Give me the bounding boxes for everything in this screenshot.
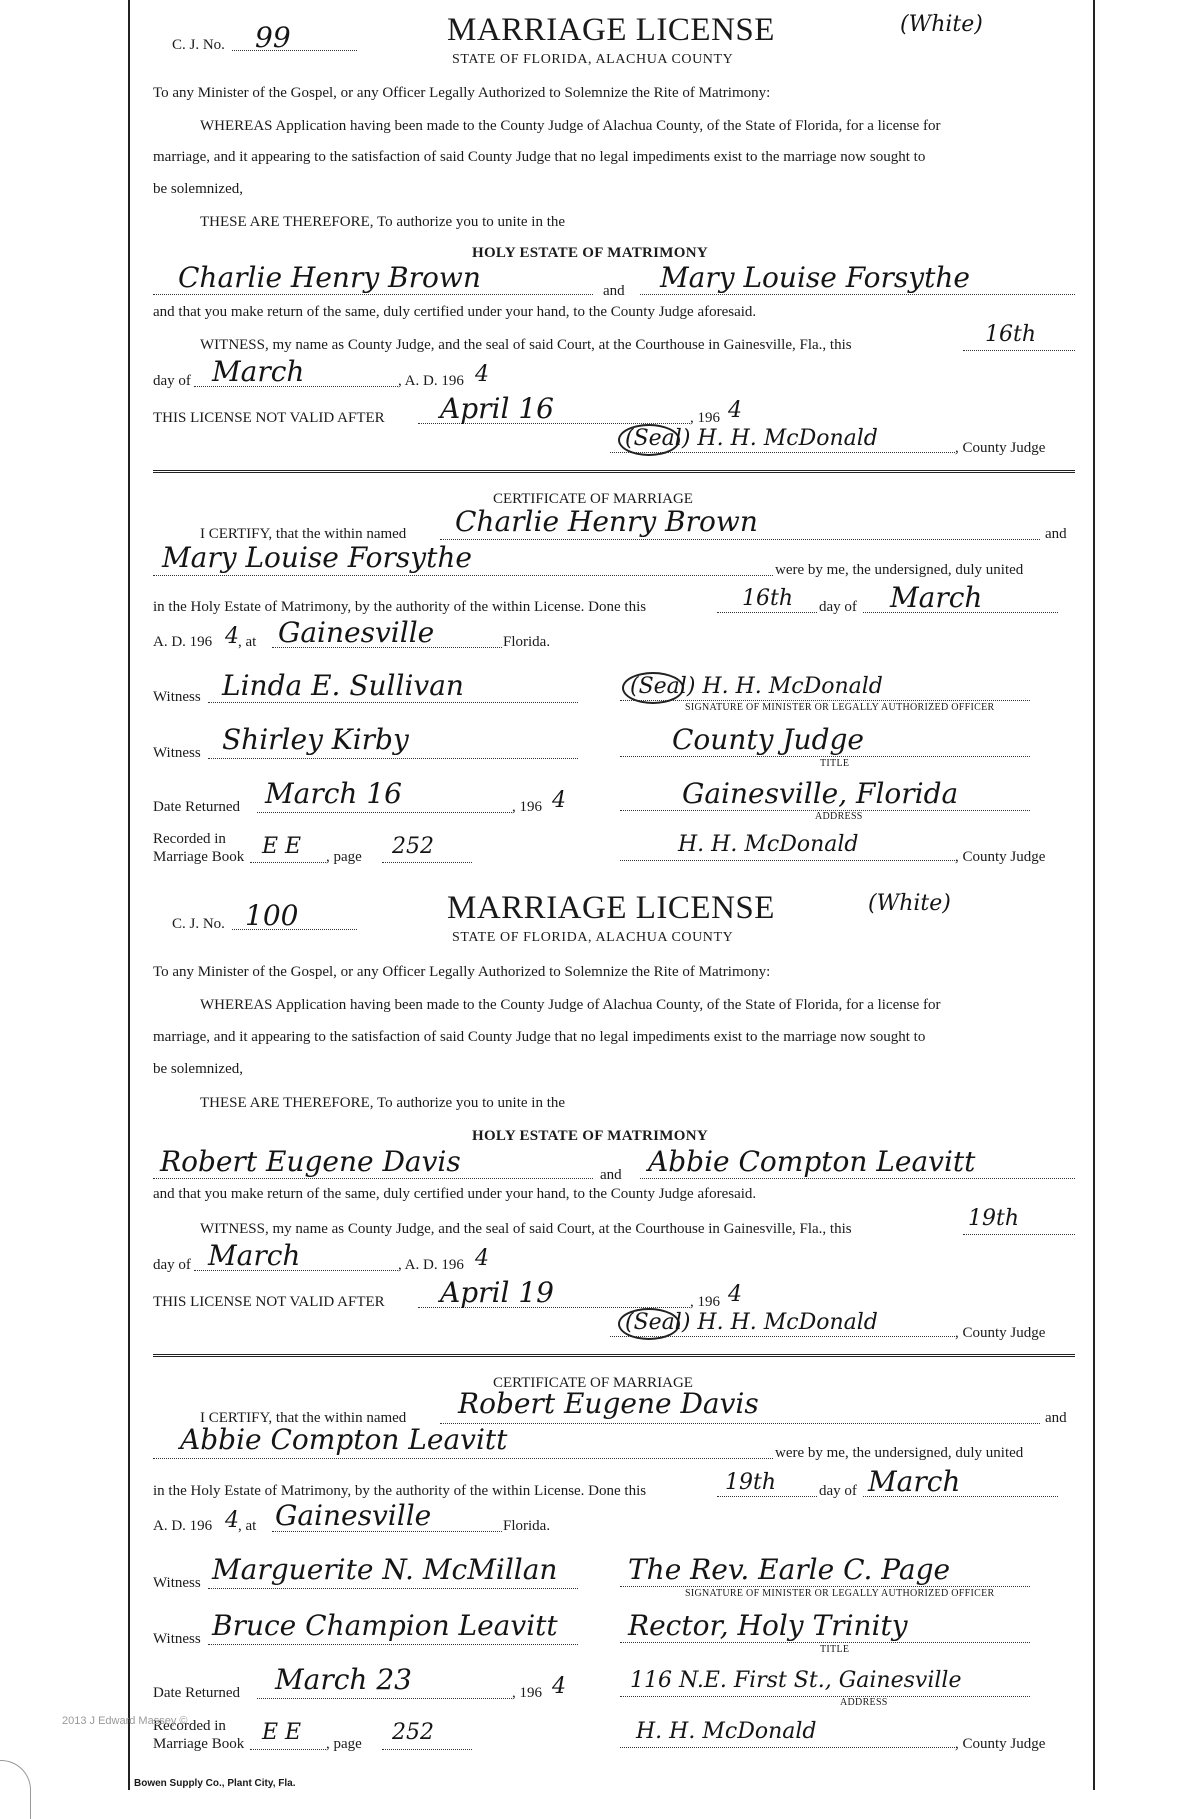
cj-number: 99 bbox=[255, 21, 291, 54]
address-caption: ADDRESS bbox=[840, 1697, 888, 1708]
witness-2-label: Witness bbox=[153, 1631, 201, 1647]
holy-estate: HOLY ESTATE OF MATRIMONY bbox=[472, 245, 708, 261]
title-caption: TITLE bbox=[820, 758, 850, 769]
cert-day: 16th bbox=[742, 586, 794, 611]
book-value: E E bbox=[262, 834, 302, 859]
therefore-line: THESE ARE THEREFORE, To authorize you to unite in the bbox=[200, 214, 566, 230]
certify-label: I CERTIFY, that the within named bbox=[200, 526, 407, 542]
county-judge-label: , County Judge bbox=[955, 440, 1046, 456]
whereas-line-3: be solemnized, bbox=[153, 181, 243, 197]
return-line: and that you make return of the same, duly certified under your hand, to the County Judge aforesaid. bbox=[153, 1186, 757, 1202]
whereas-line-3: be solemnized, bbox=[153, 1061, 243, 1077]
cj-label: C. J. No. bbox=[172, 916, 225, 932]
witness-1-sig: Marguerite N. McMillan bbox=[212, 1553, 558, 1586]
recorder-county-judge: , County Judge bbox=[955, 849, 1046, 865]
race-note: (White) bbox=[868, 891, 951, 916]
witness-2-sig: Shirley Kirby bbox=[222, 723, 409, 756]
returned-year-digit: 4 bbox=[552, 788, 566, 813]
returned-year-digit: 4 bbox=[552, 1674, 566, 1699]
recorder-signature: H. H. McDonald bbox=[678, 832, 859, 857]
cj-number: 100 bbox=[245, 899, 299, 932]
county-judge-label: , County Judge bbox=[955, 1325, 1046, 1341]
race-note: (White) bbox=[900, 12, 983, 37]
cert-bride: Mary Louise Forsythe bbox=[162, 541, 472, 574]
recorder-county-judge: , County Judge bbox=[955, 1736, 1046, 1752]
whereas-line-1: WHEREAS Application having been made to the County Judge of Alachua County, of the State of Florida, for a license for bbox=[200, 997, 941, 1013]
expiry-date: April 19 bbox=[440, 1276, 554, 1309]
expiry-year-label: , 196 bbox=[690, 410, 720, 426]
cert-ad: A. D. 196 bbox=[153, 1518, 213, 1534]
cert-and: and bbox=[1045, 526, 1067, 542]
and-label: and bbox=[603, 283, 625, 299]
witness-line: WITNESS, my name as County Judge, and the seal of said Court, at the Courthouse in Gainesville, Fla., this bbox=[200, 337, 852, 353]
left-border bbox=[128, 0, 130, 1790]
cj-label: C. J. No. bbox=[172, 37, 225, 53]
cert-florida: Florida. bbox=[503, 1518, 551, 1534]
license-day: 16th bbox=[985, 322, 1037, 347]
copyright-watermark: 2013 J Edward Massey © bbox=[62, 1715, 188, 1727]
and-label: and bbox=[600, 1167, 622, 1183]
cert-at: , at bbox=[238, 1518, 257, 1534]
expiry-year-digit: 4 bbox=[728, 398, 742, 423]
license-title: MARRIAGE LICENSE bbox=[447, 12, 775, 48]
officer-address: 116 N.E. First St., Gainesville bbox=[630, 1668, 962, 1693]
whereas-line-2: marriage, and it appearing to the satisfaction of said County Judge that no legal impediments exist to the marriage now sought to bbox=[153, 149, 926, 165]
day-of-label: day of bbox=[153, 373, 191, 389]
ad-label: , A. D. 196 bbox=[398, 1257, 464, 1273]
page-label: , page bbox=[326, 1736, 362, 1752]
not-valid-label: THIS LICENSE NOT VALID AFTER bbox=[153, 1294, 385, 1310]
book-value: E E bbox=[262, 1720, 302, 1745]
license-month: March bbox=[212, 355, 305, 388]
right-border bbox=[1093, 0, 1095, 1790]
section-divider bbox=[153, 470, 1075, 473]
certify-label: I CERTIFY, that the within named bbox=[200, 1410, 407, 1426]
cert-day-of: day of bbox=[819, 1483, 857, 1499]
judge-signature: (Seal) H. H. McDonald bbox=[625, 1310, 878, 1335]
officer-signature: (Seal) H. H. McDonald bbox=[630, 674, 883, 699]
not-valid-label: THIS LICENSE NOT VALID AFTER bbox=[153, 410, 385, 426]
recorded-in-label: Recorded in bbox=[153, 1718, 226, 1734]
title-caption: TITLE bbox=[820, 1644, 850, 1655]
holy-line: in the Holy Estate of Matrimony, by the authority of the within License. Done this bbox=[153, 1483, 647, 1499]
to-line: To any Minister of the Gospel, or any Officer Legally Authorized to Solemnize the Rite of Matrimony: bbox=[153, 85, 771, 101]
returned-year-label: , 196 bbox=[512, 799, 542, 815]
officer-address: Gainesville, Florida bbox=[682, 777, 959, 810]
bride-name: Mary Louise Forsythe bbox=[660, 261, 970, 294]
cert-groom: Charlie Henry Brown bbox=[455, 505, 758, 538]
bride-name: Abbie Compton Leavitt bbox=[648, 1145, 976, 1178]
officer-signature: The Rev. Earle C. Page bbox=[628, 1553, 951, 1586]
certificate-header: CERTIFICATE OF MARRIAGE bbox=[493, 491, 693, 507]
license-year-digit: 4 bbox=[475, 1246, 489, 1271]
recorder-signature: H. H. McDonald bbox=[636, 1719, 817, 1744]
united-label: were by me, the undersigned, duly united bbox=[775, 1445, 1024, 1461]
to-line: To any Minister of the Gospel, or any Officer Legally Authorized to Solemnize the Rite of Matrimony: bbox=[153, 964, 771, 980]
section-divider bbox=[153, 1354, 1075, 1357]
officer-title: Rector, Holy Trinity bbox=[628, 1609, 908, 1642]
witness-2-label: Witness bbox=[153, 745, 201, 761]
cert-day: 19th bbox=[725, 1470, 777, 1495]
groom-name: Charlie Henry Brown bbox=[178, 261, 481, 294]
page-label: , page bbox=[326, 849, 362, 865]
holy-estate: HOLY ESTATE OF MATRIMONY bbox=[472, 1128, 708, 1144]
cert-city: Gainesville bbox=[275, 1499, 432, 1532]
united-label: were by me, the undersigned, duly united bbox=[775, 562, 1024, 578]
marriage-book-label: Marriage Book bbox=[153, 849, 245, 865]
cert-day-of: day of bbox=[819, 599, 857, 615]
whereas-line-2: marriage, and it appearing to the satisfaction of said County Judge that no legal impediments exist to the marriage now sought to bbox=[153, 1029, 926, 1045]
address-caption: ADDRESS bbox=[815, 811, 863, 822]
license-month: March bbox=[208, 1239, 301, 1272]
expiry-date: April 16 bbox=[440, 392, 554, 425]
day-of-label: day of bbox=[153, 1257, 191, 1273]
printer-imprint: Bowen Supply Co., Plant City, Fla. bbox=[134, 1778, 296, 1789]
return-line: and that you make return of the same, duly certified under your hand, to the County Judge aforesaid. bbox=[153, 304, 757, 320]
recorded-in-label: Recorded in bbox=[153, 831, 226, 847]
signature-caption: SIGNATURE OF MINISTER OR LEGALLY AUTHORIZED OFFICER bbox=[685, 1588, 995, 1599]
license-subtitle: STATE OF FLORIDA, ALACHUA COUNTY bbox=[452, 52, 734, 67]
returned-year-label: , 196 bbox=[512, 1685, 542, 1701]
cert-and: and bbox=[1045, 1410, 1067, 1426]
page-value: 252 bbox=[392, 1720, 434, 1745]
signature-caption: SIGNATURE OF MINISTER OR LEGALLY AUTHORIZED OFFICER bbox=[685, 702, 995, 713]
witness-1-label: Witness bbox=[153, 689, 201, 705]
whereas-line-1: WHEREAS Application having been made to the County Judge of Alachua County, of the State of Florida, for a license for bbox=[200, 118, 941, 134]
date-returned-label: Date Returned bbox=[153, 799, 241, 815]
marriage-book-label: Marriage Book bbox=[153, 1736, 245, 1752]
witness-line: WITNESS, my name as County Judge, and the seal of said Court, at the Courthouse in Gainesville, Fla., this bbox=[200, 1221, 852, 1237]
date-returned: March 16 bbox=[265, 777, 402, 810]
witness-1-sig: Linda E. Sullivan bbox=[222, 669, 464, 702]
witness-1-label: Witness bbox=[153, 1575, 201, 1591]
cert-month: March bbox=[868, 1465, 961, 1498]
cert-year-digit: 4 bbox=[225, 624, 239, 649]
license-subtitle: STATE OF FLORIDA, ALACHUA COUNTY bbox=[452, 930, 734, 945]
witness-2-sig: Bruce Champion Leavitt bbox=[212, 1609, 558, 1642]
cert-month: March bbox=[890, 581, 983, 614]
cert-bride: Abbie Compton Leavitt bbox=[180, 1423, 508, 1456]
cert-city: Gainesville bbox=[278, 616, 435, 649]
date-returned-label: Date Returned bbox=[153, 1685, 241, 1701]
cert-at: , at bbox=[238, 634, 257, 650]
license-day: 19th bbox=[968, 1206, 1020, 1231]
expiry-year-label: , 196 bbox=[690, 1294, 720, 1310]
license-year-digit: 4 bbox=[475, 362, 489, 387]
cert-florida: Florida. bbox=[503, 634, 551, 650]
therefore-line: THESE ARE THEREFORE, To authorize you to unite in the bbox=[200, 1095, 566, 1111]
judge-signature: (Seal) H. H. McDonald bbox=[625, 426, 878, 451]
certificate-header: CERTIFICATE OF MARRIAGE bbox=[493, 1375, 693, 1391]
date-returned: March 23 bbox=[275, 1663, 412, 1696]
holy-line: in the Holy Estate of Matrimony, by the authority of the within License. Done this bbox=[153, 599, 647, 615]
cert-groom: Robert Eugene Davis bbox=[458, 1387, 759, 1420]
page-curl bbox=[0, 1760, 31, 1819]
cert-ad: A. D. 196 bbox=[153, 634, 213, 650]
license-title: MARRIAGE LICENSE bbox=[447, 890, 775, 926]
cert-year-digit: 4 bbox=[225, 1508, 239, 1533]
expiry-year-digit: 4 bbox=[728, 1282, 742, 1307]
page-value: 252 bbox=[392, 834, 434, 859]
officer-title: County Judge bbox=[672, 723, 864, 756]
ad-label: , A. D. 196 bbox=[398, 373, 464, 389]
groom-name: Robert Eugene Davis bbox=[160, 1145, 461, 1178]
